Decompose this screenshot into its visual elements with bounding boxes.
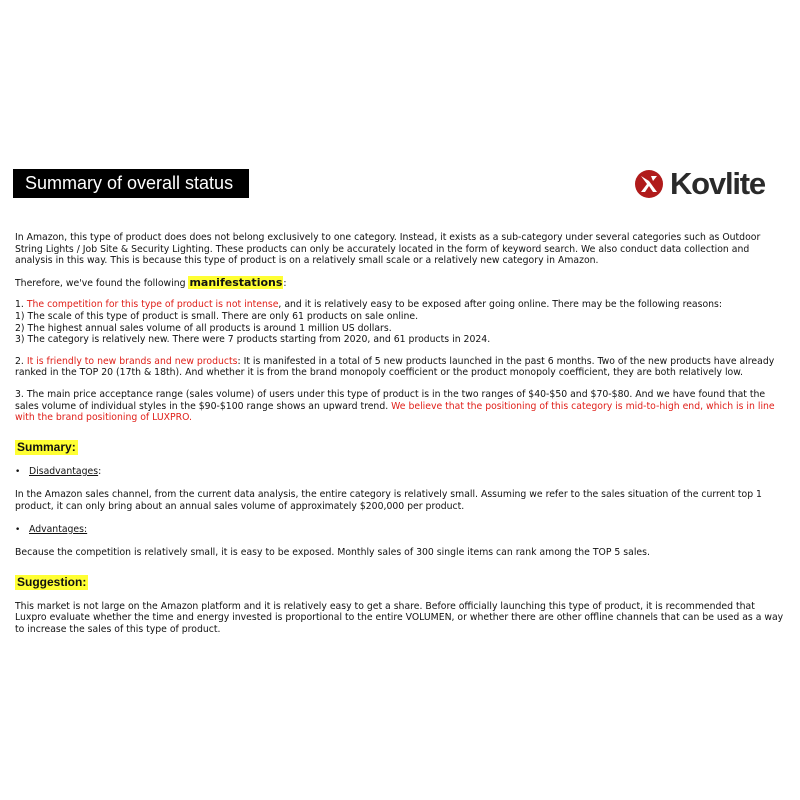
advantages-text: Because the competition is relatively small, it is easy to be exposed. Monthly sales of 300 single items can rank among the TOP 5 sales. bbox=[15, 547, 650, 559]
manifestations-line bbox=[15, 277, 787, 290]
advantages-item bbox=[15, 524, 787, 537]
disadvantages-label: Disadvantages bbox=[29, 465, 99, 477]
point-3 bbox=[15, 389, 787, 424]
point-2 bbox=[15, 356, 787, 379]
summary-heading: Summary: bbox=[17, 439, 76, 454]
reason-3: 3) The category is relatively new. There were 7 products starting from 2020, and 61 products in 2024. bbox=[15, 334, 491, 346]
point-3-text: 3. The main price acceptance range (sales volume) of users under this type of product is in the two ranges of $40-$50 and $70-$80. And we have found that the sales volume of individual styles in the $90-$100 range shows an upward trend. bbox=[15, 388, 766, 412]
point-3-highlight: We believe that the positioning of this category is mid-to-high end, which is in line with the brand positioning of LUXPRO. bbox=[15, 400, 775, 424]
point-2-number: 2. bbox=[15, 355, 27, 367]
point-1-text: , and it is relatively easy to be exposed after going online. There may be the following reasons: bbox=[278, 299, 723, 311]
disadvantages-text: In the Amazon sales channel, from the current data analysis, the entire category is relatively small. Assuming we refer to the sales situation of the current top 1 product, it can only bring about an annual sales volume of approximately $200,000 per product. bbox=[15, 489, 762, 512]
point-1 bbox=[15, 299, 787, 311]
advantages-label: Advantages: bbox=[29, 523, 88, 535]
point-2-highlight: It is friendly to new brands and new products bbox=[26, 355, 238, 367]
document-body bbox=[15, 232, 787, 635]
point-1-highlight: The competition for this type of product is not intense bbox=[26, 299, 279, 311]
reason-1: 1) The scale of this type of product is small. There are only 61 products on sale online. bbox=[15, 310, 419, 322]
bullet-icon: • bbox=[15, 466, 21, 477]
disadvantages-item bbox=[15, 466, 787, 479]
intro-paragraph: In Amazon, this type of product does does not belong exclusively to one category. Instead, it exists as a sub-category under several categories such as Outdoor String Lights / Job Site & Security Lighting. These products can only be accurately located in the form of keyword search. We also conduct data collection and analysis in this way. This is because this type of product is on a relatively small scale or a relatively new category in Amazon. bbox=[15, 232, 761, 267]
reason-2: 2) The highest annual sales volume of all products is around 1 million US dollars. bbox=[15, 322, 392, 334]
brand-logo bbox=[634, 164, 789, 204]
manifest-prefix: Therefore, we've found the following bbox=[15, 277, 189, 289]
page-title: Summary of overall status bbox=[13, 169, 249, 198]
bullet-icon: • bbox=[15, 524, 21, 535]
manifest-keyword: manifestations bbox=[189, 275, 283, 289]
kovlite-logo-icon bbox=[634, 169, 664, 199]
suggestion-text: This market is not large on the Amazon platform and it is relatively easy to get a share. Before officially launching this type of product, it is recommended that Luxpro evaluate whether the time and energy invested is proportional to the entire VOLUMEN, or whether there are other offline channels that can be used as a way to increase the sales of this type of product. bbox=[15, 600, 784, 635]
suggestion-heading: Suggestion: bbox=[17, 574, 87, 589]
manifest-suffix: : bbox=[283, 277, 287, 289]
logo-wordmark: Kovlite bbox=[670, 166, 765, 201]
point-2-text: : It is manifested in a total of 5 new products launched in the past 6 months. Two of the new products have already ranked in the TOP 20 (17th & 18th). And whether it is from the brand monopoly coefficient or the product monopoly coefficient, they are both relatively low. bbox=[15, 355, 775, 379]
point-1-number: 1. bbox=[15, 299, 27, 311]
disadvantages-colon: : bbox=[98, 465, 102, 477]
